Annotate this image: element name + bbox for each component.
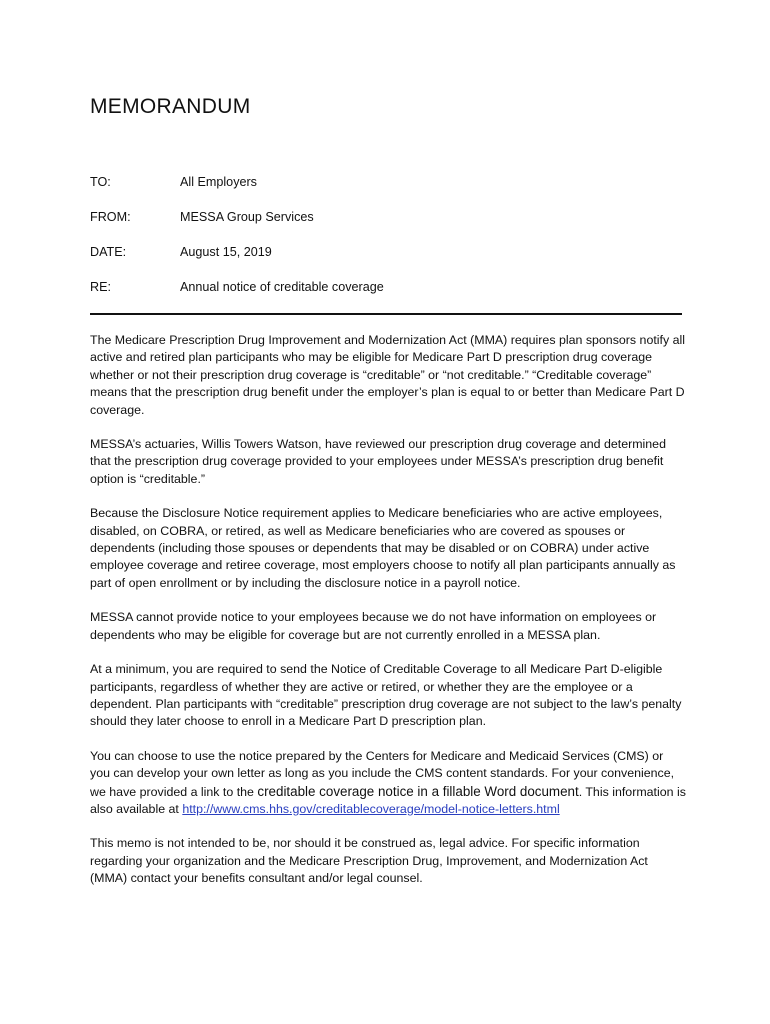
to-value: All Employers: [180, 175, 257, 189]
header-row-to: [90, 174, 682, 209]
cms-notice-intro: You can choose to use the notice prepared by the Centers for Medicare and Medicaid Services (CMS) or you can develop your own letter as long as you include the CMS content standards. For your convenience, we have provided a link to the: [90, 748, 675, 799]
creditable-coverage-notice-link[interactable]: creditable coverage notice in a fillable Word document: [257, 783, 579, 799]
paragraph-minimum-requirement: At a minimum, you are required to send the Notice of Creditable Coverage to all Medicare Part D-eligible participants, regardless of whether they are active or retired, or whether they are the employee or a dependent. Plan participants with “creditable” prescription drug coverage are not subject to the law’s penalty should they later choose to enroll in a Medicare Part D prescription plan.: [90, 662, 682, 729]
from-value: MESSA Group Services: [180, 210, 314, 224]
header-row-date: [90, 244, 682, 279]
from-label: FROM:: [90, 210, 131, 224]
header-row-from: [90, 209, 682, 244]
date-value: August 15, 2019: [180, 245, 272, 259]
paragraph-messa-cannot-notify: MESSA cannot provide notice to your employees because we do not have information on employees or dependents who may be eligible for coverage but are not currently enrolled in a MESSA plan.: [90, 610, 657, 642]
memo-title: MEMORANDUM: [90, 95, 251, 118]
re-value: Annual notice of creditable coverage: [180, 280, 384, 294]
cms-notice-mid: . This information is also available at: [90, 784, 686, 816]
header-divider: [90, 313, 682, 315]
paragraph-disclosure-notice: Because the Disclosure Notice requirement applies to Medicare beneficiaries who are active employees, disabled, on COBRA, or retired, as well as Medicare beneficiaries who are covered as spouses or dependents (including those spouses or dependents that may be disabled or on COBRA) under active employee coverage and retiree coverage, most employers choose to notify all plan participants annually as part of open enrollment or by including the disclosure notice in a payroll notice.: [90, 506, 676, 590]
memo-header: [90, 174, 682, 314]
cms-url-link[interactable]: http://www.cms.hhs.gov/creditablecoverage/model-notice-letters.html: [182, 801, 560, 816]
memo-body: [90, 332, 686, 905]
header-row-re: [90, 279, 682, 314]
paragraph-cms-notice: [90, 748, 686, 819]
date-label: DATE:: [90, 245, 127, 259]
paragraph-legal-disclaimer: This memo is not intended to be, nor should it be construed as, legal advice. For specific information regarding your organization and the Medicare Prescription Drug, Improvement, and Modernization Act (MMA) contact your benefits consultant and/or legal counsel.: [90, 836, 648, 886]
re-label: RE:: [90, 280, 111, 294]
to-label: TO:: [90, 175, 111, 189]
paragraph-actuaries: MESSA’s actuaries, Willis Towers Watson, have reviewed our prescription drug coverage and determined that the prescription drug coverage provided to your employees under MESSA’s prescription drug benefit option is “creditable.”: [90, 437, 666, 486]
paragraph-mma-requirement: The Medicare Prescription Drug Improvement and Modernization Act (MMA) requires plan sponsors notify all active and retired plan participants who may be eligible for Medicare Part D prescription drug coverage whether or not their prescription drug coverage is “creditable” or “not creditable.” “Creditable coverage” means that the prescription drug benefit under the employer’s plan is equal to or better than Medicare Part D coverage.: [90, 333, 686, 417]
